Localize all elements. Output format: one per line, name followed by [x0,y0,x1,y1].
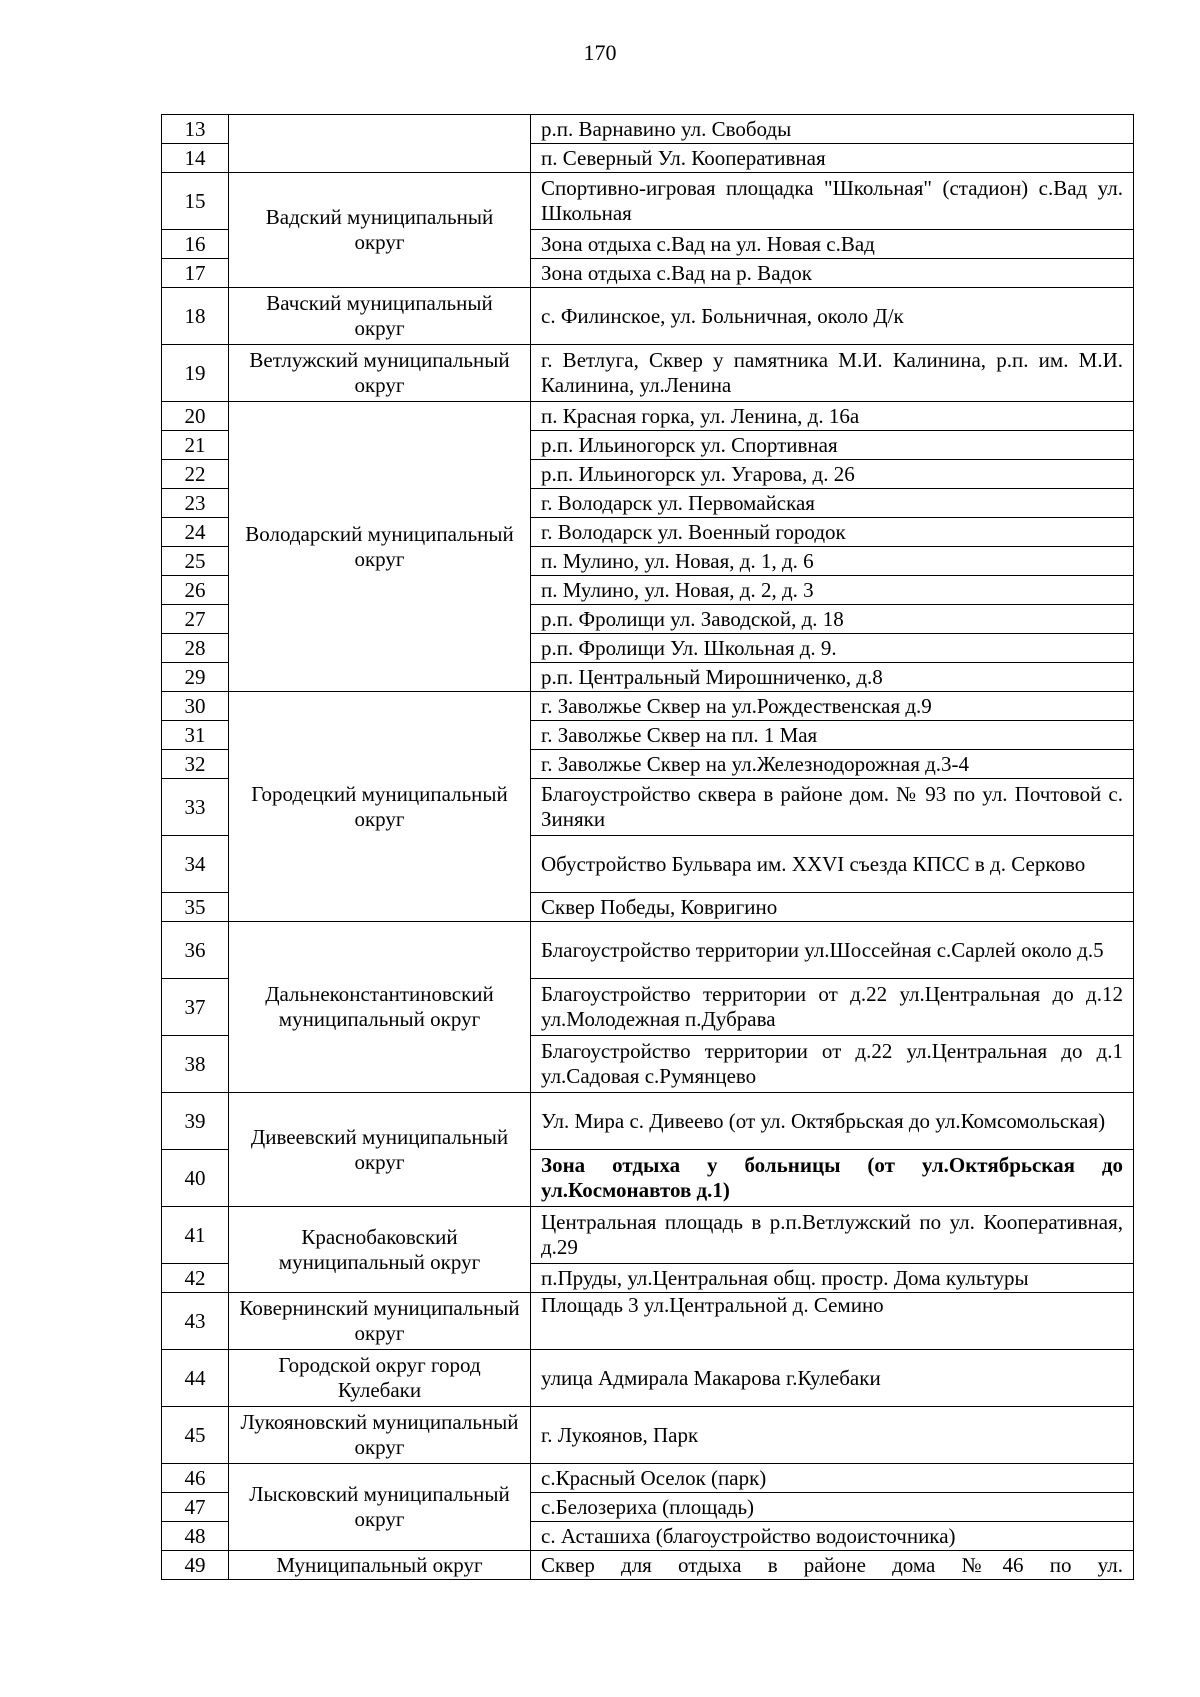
table-row [162,288,1134,345]
site-cell: г. Ветлуга, Сквер у памятника М.И. Калинина, р.п. им. М.И. Калинина, ул.Ленина [531,345,1134,402]
site-cell: с. Асташиха (благоустройство водоисточника) [531,1522,1134,1551]
district-cell: Дальнеконстантиновский муниципальный округ [229,922,531,1093]
row-number: 15 [162,173,229,230]
district-cell: Краснобаковский муниципальный округ [229,1207,531,1293]
row-number: 42 [162,1264,229,1293]
table-row [162,1207,1134,1264]
table-row [162,1464,1134,1493]
site-cell: Обустройство Бульвара им. XXVI съезда КПСС в д. Серково [531,836,1134,893]
site-cell: Зона отдыха с.Вад на р. Вадок [531,259,1134,288]
site-cell: п. Красная горка, ул. Ленина, д. 16а [531,402,1134,431]
row-number: 13 [162,115,229,144]
row-number: 38 [162,1036,229,1093]
site-cell: г. Заволжье Сквер на пл. 1 Мая [531,721,1134,750]
site-cell: п. Мулино, ул. Новая, д. 1, д. 6 [531,547,1134,576]
row-number: 41 [162,1207,229,1264]
row-number: 49 [162,1551,229,1580]
row-number: 14 [162,144,229,173]
row-number: 33 [162,779,229,836]
table-row [162,402,1134,431]
site-cell: Зона отдыха с.Вад на ул. Новая с.Вад [531,230,1134,259]
site-cell: р.п. Ильиногорск ул. Угарова, д. 26 [531,460,1134,489]
row-number: 48 [162,1522,229,1551]
site-cell: Ул. Мира с. Дивеево (от ул. Октябрьская до ул.Комсомольская) [531,1093,1134,1150]
table-row [162,922,1134,979]
row-number: 29 [162,663,229,692]
site-cell: Благоустройство территории от д.22 ул.Центральная до д.12 ул.Молодежная п.Дубрава [531,979,1134,1036]
site-cell: улица Адмирала Макарова г.Кулебаки [531,1350,1134,1407]
district-cell: Вачский муниципальный округ [229,288,531,345]
district-cell: Лысковский муниципальный округ [229,1464,531,1551]
district-cell: Ветлужский муниципальный округ [229,345,531,402]
row-number: 28 [162,634,229,663]
site-cell: г. Володарск ул. Военный городок [531,518,1134,547]
district-cell: Дивеевский муниципальный округ [229,1093,531,1207]
district-cell [229,115,531,173]
row-number: 47 [162,1493,229,1522]
site-cell: Центральная площадь в р.п.Ветлужский по ул. Кооперативная, д.29 [531,1207,1134,1264]
site-cell: Сквер для отдыха в районе дома №46 по ул. [531,1551,1134,1580]
table-row [162,173,1134,230]
site-cell: г. Заволжье Сквер на ул.Рождественская д.9 [531,692,1134,721]
site-cell: Площадь 3 ул.Центральной д. Семино [531,1293,1134,1350]
district-cell: Вадский муниципальный округ [229,173,531,288]
row-number: 16 [162,230,229,259]
site-cell: г. Лукоянов, Парк [531,1407,1134,1464]
district-cell: Муниципальный округ [229,1551,531,1580]
site-cell: р.п. Фролищи ул. Заводской, д. 18 [531,605,1134,634]
site-cell: Спортивно-игровая площадка "Школьная" (стадион) с.Вад ул. Школьная [531,173,1134,230]
row-number: 19 [162,345,229,402]
table-row [162,115,1134,144]
row-number: 39 [162,1093,229,1150]
row-number: 40 [162,1150,229,1207]
site-cell: п.Пруды, ул.Центральная общ. простр. Дома культуры [531,1264,1134,1293]
district-cell: Городской округ город Кулебаки [229,1350,531,1407]
row-number: 23 [162,489,229,518]
row-number: 34 [162,836,229,893]
row-number: 46 [162,1464,229,1493]
site-cell: с. Филинское, ул. Больничная, около Д/к [531,288,1134,345]
site-cell: п. Мулино, ул. Новая, д. 2, д. 3 [531,576,1134,605]
row-number: 44 [162,1350,229,1407]
sites-table [161,114,1134,1580]
table-row [162,1407,1134,1464]
row-number: 36 [162,922,229,979]
table-row [162,345,1134,402]
table-row [162,1551,1134,1580]
site-cell: р.п. Ильиногорск ул. Спортивная [531,431,1134,460]
row-number: 21 [162,431,229,460]
row-number: 31 [162,721,229,750]
site-cell: с.Красный Оселок (парк) [531,1464,1134,1493]
site-cell: г. Заволжье Сквер на ул.Железнодорожная д.3-4 [531,750,1134,779]
row-number: 30 [162,692,229,721]
site-cell: Благоустройство сквера в районе дом. № 93 по ул. Почтовой с. Зиняки [531,779,1134,836]
row-number: 24 [162,518,229,547]
site-cell: п. Северный Ул. Кооперативная [531,144,1134,173]
table-row [162,1093,1134,1150]
district-cell: Лукояновский муниципальный округ [229,1407,531,1464]
site-cell: Благоустройство территории ул.Шоссейная с.Сарлей около д.5 [531,922,1134,979]
district-cell: Ковернинский муниципальный округ [229,1293,531,1350]
site-cell: Благоустройство территории от д.22 ул.Центральная до д.1 ул.Садовая с.Румянцево [531,1036,1134,1093]
table-row [162,1350,1134,1407]
site-cell: р.п. Центральный Мирошниченко, д.8 [531,663,1134,692]
district-cell: Володарский муниципальный округ [229,402,531,692]
row-number: 37 [162,979,229,1036]
row-number: 26 [162,576,229,605]
row-number: 25 [162,547,229,576]
district-cell: Городецкий муниципальный округ [229,692,531,922]
site-cell: Зона отдыха у больницы (от ул.Октябрьская до ул.Космонавтов д.1) [531,1150,1134,1207]
table-row [162,692,1134,721]
row-number: 43 [162,1293,229,1350]
row-number: 17 [162,259,229,288]
row-number: 45 [162,1407,229,1464]
row-number: 35 [162,893,229,922]
site-cell: с.Белозериха (площадь) [531,1493,1134,1522]
table-row [162,1293,1134,1350]
site-cell: Сквер Победы, Ковригино [531,893,1134,922]
page-number: 170 [583,40,617,65]
row-number: 32 [162,750,229,779]
site-cell: р.п. Варнавино ул. Свободы [531,115,1134,144]
row-number: 22 [162,460,229,489]
row-number: 20 [162,402,229,431]
site-cell: р.п. Фролищи Ул. Школьная д. 9. [531,634,1134,663]
site-cell: г. Володарск ул. Первомайская [531,489,1134,518]
row-number: 27 [162,605,229,634]
row-number: 18 [162,288,229,345]
